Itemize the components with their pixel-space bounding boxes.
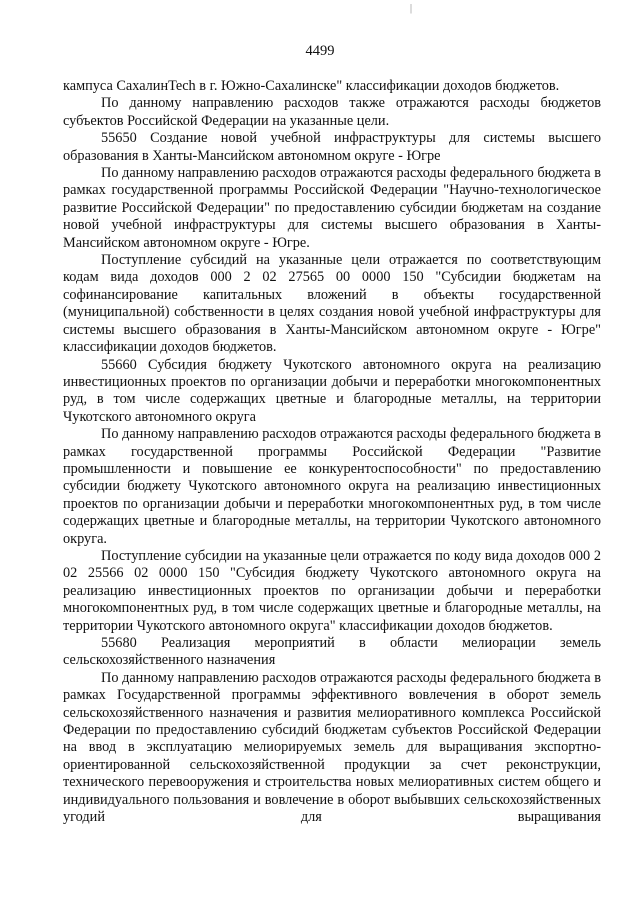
paragraph: Поступление субсидий на указанные цели отражается по соответствующим кодам вида доходов 000 2 02 27565 00 0000 150 "Субсидии бюджетам на софинансирование капитальных вложений в объекты государственной (муниципальной) собственности в целях создания новой учебной инфраструктуры для системы высшего образования в Ханты-Мансийском автономном округе - Югре" классификации доходов бюджетов.: [63, 252, 601, 356]
scan-mark: |: [410, 3, 413, 14]
paragraph: кампуса СахалинTech в г. Южно-Сахалинске" классификации доходов бюджетов.: [63, 78, 560, 94]
section-heading: 55650 Создание новой учебной инфраструктуры для системы высшего образования в Ханты-Мансийском автономном округе - Югре: [63, 130, 601, 164]
paragraph: По данному направлению расходов отражаются расходы федерального бюджета в рамках государственной программы Российской Федерации "Развитие промышленности и повышение ее конкурентоспособности" по предоставлению субсидии бюджету Чукотского автономного округа на реализацию инвестиционных проектов по организации добычи и переработки многокомпонентных руд, в том числе содержащих цветные и благородные металлы, на территории Чукотского автономного округа.: [63, 426, 601, 547]
paragraph: По данному направлению расходов отражаются расходы федерального бюджета в рамках Государственной программы эффективного вовлечения в оборот земель сельскохозяйственного назначения и развития мелиоративного комплекса Российской Федерации по предоставлению субсидий бюджетам субъектов Российской Федерации на ввод в эксплуатацию мелиорируемых земель для выращивания экспортно-ориентированной сельскохозяйственной продукции за счет реконструкции, технического перевооружения и строительства новых мелиоративных систем общего и индивидуального пользования и вовлечение в оборот выбывших сельскохозяйственных угодий для выращивания: [63, 669, 601, 826]
paragraph: По данному направлению расходов также отражаются расходы бюджетов субъектов Российской Федерации на указанные цели.: [63, 95, 601, 129]
paragraph: По данному направлению расходов отражаются расходы федерального бюджета в рамках государственной программы Российской Федерации "Научно-технологическое развитие Российской Федерации" по предоставлению субсидии бюджетам на создание новой учебной инфраструктуры для системы высшего образования в Ханты-Мансийском автономном округе - Югре.: [63, 165, 601, 251]
section-heading: 55660 Субсидия бюджету Чукотского автономного округа на реализацию инвестиционных проектов по организации добычи и переработки многокомпонентных руд, в том числе содержащих цветные и благородные металлы, на территории Чукотского автономного округа: [63, 356, 601, 425]
paragraph: Поступление субсидии на указанные цели отражается по коду вида доходов 000 2 02 25566 02 0000 150 "Субсидия бюджету Чукотского автономного округа на реализацию инвестиционных проектов по организации добычи и переработки многокомпонентных руд, в том числе содержащих цветные и благородные металлы, на территории Чукотского автономного округа" классификации доходов бюджетов.: [63, 547, 601, 634]
section-heading: 55680 Реализация мероприятий в области мелиорации земель сельскохозяйственного назначения: [63, 635, 601, 669]
document-body: [63, 78, 601, 826]
page-number: 4499: [305, 43, 335, 59]
